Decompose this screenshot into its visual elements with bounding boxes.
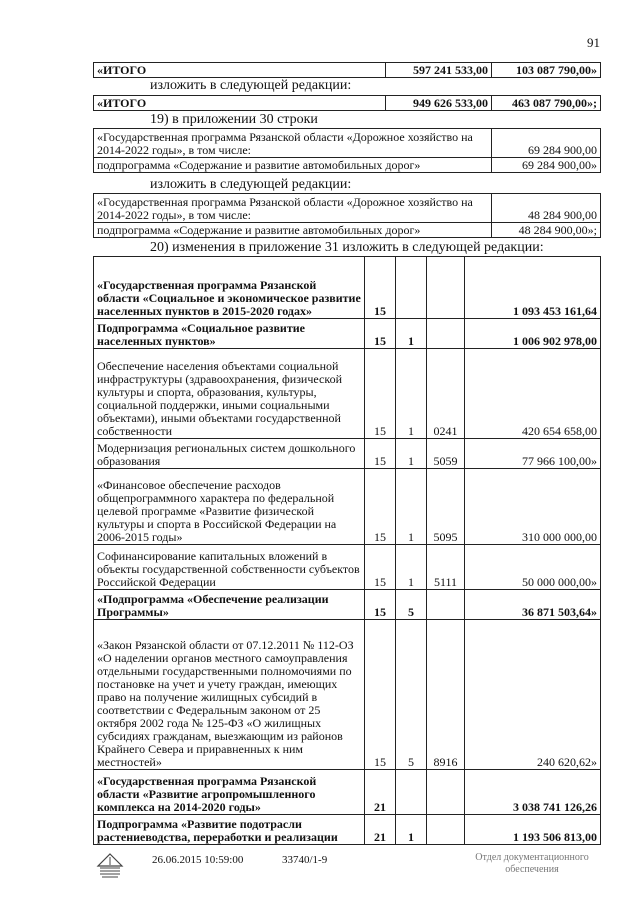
- table-cell-value: 1 006 902 978,00: [465, 319, 601, 349]
- table-cell-code: [427, 319, 465, 349]
- road-old-table: [93, 128, 601, 173]
- instruction-text: изложить в следующей редакции:: [150, 78, 352, 93]
- table-row: [94, 469, 601, 545]
- table-cell-text: «Закон Рязанской области от 07.12.2011 № 112-ОЗ «О наделении органов местного самоуправления отдельными государственными полномочиями по постановке на учет и учету граждан, имеющих право на получение жилищных субсидий в соответствии с Федеральным законом от 25 октября 2002 года № 125-ФЗ «О жилищных субсидиях гражданам, выезжающим из районов Крайнего Севера и приравненных к ним местностей»: [94, 620, 365, 770]
- table-cell-code: 15: [365, 349, 396, 439]
- table-cell-text: «Государственная программа Рязанской области «Развитие агропромышленного комплекса на 2014-2020 годы»: [94, 770, 365, 815]
- section-19-intro: 19) в приложении 30 строки: [150, 112, 318, 127]
- table-cell-value: 36 871 503,64»: [465, 590, 601, 620]
- table-cell-value: 50 000 000,00»: [465, 545, 601, 590]
- table-cell-code: 1: [396, 815, 427, 845]
- page-number: 91: [587, 35, 600, 50]
- table-row: [94, 349, 601, 439]
- table-row: [94, 770, 601, 815]
- table-cell-code: 0241: [427, 349, 465, 439]
- appendix-31-table: [93, 256, 601, 845]
- table-cell-value: 240 620,62»: [465, 620, 601, 770]
- table-cell-code: 5: [396, 620, 427, 770]
- itogo-label: «ИТОГО: [94, 96, 386, 111]
- table-cell-value: 1 193 506 813,00: [465, 815, 601, 845]
- table-cell-text: Подпрограмма «Развитие подотрасли растениеводства, переработки и реализации: [94, 815, 365, 845]
- table-cell-value: 48 284 900,00: [492, 194, 601, 223]
- itogo-value-2: 463 087 790,00»;: [492, 96, 601, 111]
- table-row: [94, 439, 601, 469]
- table-cell-text: Обеспечение населения объектами социальной инфраструктуры (здравоохранения, физической культуры и спорта, образования, культуры, социальной поддержки, иными социальными объектами), иными объектами государственной собственности: [94, 349, 365, 439]
- table-cell-code: [427, 257, 465, 319]
- table-cell-code: 5059: [427, 439, 465, 469]
- table-cell-code: 5095: [427, 469, 465, 545]
- table-cell-code: [427, 815, 465, 845]
- itogo-value-1: 949 626 533,00: [386, 96, 492, 111]
- table-cell-text: подпрограмма «Содержание и развитие автомобильных дорог»: [94, 223, 492, 238]
- table-cell-text: «Подпрограмма «Обеспечение реализации Программы»: [94, 590, 365, 620]
- table-cell-text: «Государственная программа Рязанской области «Социальное и экономическое развитие населенных пунктов в 2015-2020 годах»: [94, 257, 365, 319]
- table-cell-code: [427, 590, 465, 620]
- road-new-table: [93, 193, 601, 238]
- table-row: [94, 620, 601, 770]
- table-cell-code: 15: [365, 545, 396, 590]
- table-cell-value: 48 284 900,00»;: [492, 223, 601, 238]
- itogo-old-table: [93, 62, 601, 78]
- table-cell-code: 5: [396, 590, 427, 620]
- section-20-intro: 20) изменения в приложение 31 изложить в следующей редакции:: [150, 240, 544, 255]
- table-cell-code: 15: [365, 257, 396, 319]
- table-cell-text: подпрограмма «Содержание и развитие автомобильных дорог»: [94, 158, 492, 173]
- table-cell-text: «Государственная программа Рязанской области «Дорожное хозяйство на 2014-2022 годы», в том числе:: [94, 129, 492, 158]
- table-cell-code: 1: [396, 545, 427, 590]
- itogo-value-2: 103 087 790,00»: [492, 63, 601, 78]
- table-cell-value: 1 093 453 161,64: [465, 257, 601, 319]
- table-cell-text: «Государственная программа Рязанской области «Дорожное хозяйство на 2014-2022 годы», в том числе:: [94, 194, 492, 223]
- table-cell-code: 1: [396, 319, 427, 349]
- footer-datetime: 26.06.2015 10:59:00: [152, 854, 244, 866]
- department-stamp: Отдел документационного обеспечения: [475, 852, 589, 875]
- table-cell-value: 77 966 100,00»: [465, 439, 601, 469]
- table-cell-value: 310 000 000,00: [465, 469, 601, 545]
- footer-doc-id: 33740/1-9: [282, 854, 328, 866]
- table-cell-code: 1: [396, 469, 427, 545]
- table-row: [94, 257, 601, 319]
- table-cell-code: 8916: [427, 620, 465, 770]
- table-cell-value: 69 284 900,00»: [492, 158, 601, 173]
- itogo-new-table: [93, 95, 601, 111]
- table-cell-text: Софинансирование капитальных вложений в объекты государственной собственности субъектов Российской Федерации: [94, 545, 365, 590]
- table-row: [94, 319, 601, 349]
- table-cell-code: 21: [365, 815, 396, 845]
- table-cell-code: [396, 257, 427, 319]
- table-cell-text: Модернизация региональных систем дошкольного образования: [94, 439, 365, 469]
- table-cell-code: 15: [365, 590, 396, 620]
- table-cell-code: 1: [396, 349, 427, 439]
- table-cell-code: [427, 770, 465, 815]
- table-cell-code: 15: [365, 439, 396, 469]
- emblem-logo-icon: [95, 852, 125, 882]
- table-row: [94, 815, 601, 845]
- table-cell-value: 3 038 741 126,26: [465, 770, 601, 815]
- table-cell-text: «Финансовое обеспечение расходов общепрограммного характера по федеральной целевой программе «Развитие физической культуры и спорта в Российской Федерации на 2006-2015 годы»: [94, 469, 365, 545]
- table-cell-code: 1: [396, 439, 427, 469]
- table-cell-value: 69 284 900,00: [492, 129, 601, 158]
- table-cell-code: 15: [365, 319, 396, 349]
- table-cell-code: 21: [365, 770, 396, 815]
- table-cell-value: 420 654 658,00: [465, 349, 601, 439]
- table-cell-code: [396, 770, 427, 815]
- itogo-value-1: 597 241 533,00: [386, 63, 492, 78]
- table-row: [94, 545, 601, 590]
- table-cell-code: 15: [365, 620, 396, 770]
- table-cell-text: Подпрограмма «Социальное развитие населенных пунктов»: [94, 319, 365, 349]
- instruction-text: изложить в следующей редакции:: [150, 177, 352, 192]
- table-cell-code: 5111: [427, 545, 465, 590]
- itogo-label: «ИТОГО: [94, 63, 386, 78]
- table-cell-code: 15: [365, 469, 396, 545]
- table-row: [94, 590, 601, 620]
